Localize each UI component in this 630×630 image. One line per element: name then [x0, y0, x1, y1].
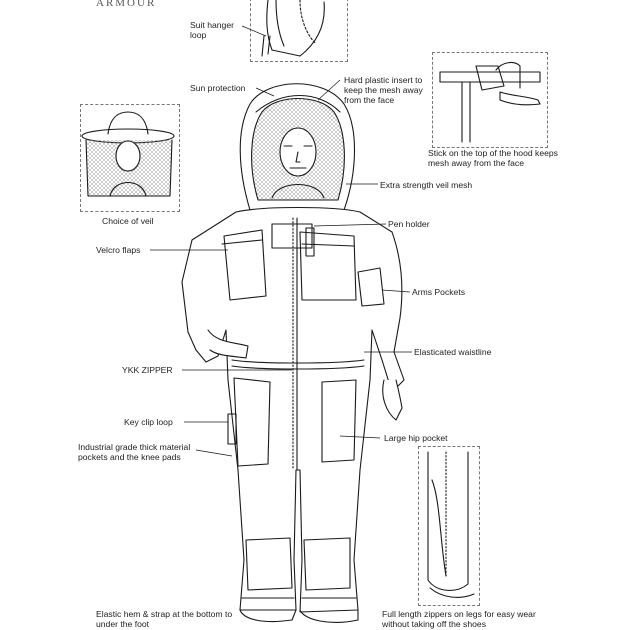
label-pen-holder: Pen holder	[388, 219, 430, 229]
label-large-hip-pocket: Large hip pocket	[384, 433, 448, 443]
label-hard-plastic-insert: Hard plastic insert to keep the mesh away from the face	[344, 75, 423, 105]
label-choice-of-veil: Choice of veil	[102, 216, 154, 226]
suit-body	[182, 208, 404, 623]
label-extra-strength-veil: Extra strength veil mesh	[380, 180, 473, 190]
label-sun-protection: Sun protection	[190, 83, 246, 93]
hanger-loop-sketch	[262, 0, 324, 56]
label-velcro-flaps: Velcro flaps	[96, 245, 141, 255]
label-full-length-zippers: Full length zippers on legs for easy wear without taking off the shoes	[382, 609, 536, 629]
label-stick-on-hood: Stick on the top of the hood keeps mesh away from the face	[428, 148, 558, 168]
label-elasticated-waistline: Elasticated waistline	[414, 347, 492, 357]
label-industrial-material: Industrial grade thick material pockets and the knee pads	[78, 442, 191, 462]
label-ykk-zipper: YKK ZIPPER	[122, 365, 173, 375]
hood	[240, 84, 354, 210]
hood-stick-sketch	[440, 63, 540, 142]
leg-zipper-sketch	[428, 452, 474, 597]
label-arms-pockets: Arms Pockets	[412, 287, 466, 297]
label-key-clip-loop: Key clip loop	[124, 417, 173, 427]
brand-logo-text: ARMOUR	[96, 0, 157, 9]
veil-choice-sketch	[82, 112, 174, 196]
label-elastic-hem: Elastic hem & strap at the bottom to under the foot	[96, 609, 233, 629]
label-suit-hanger-loop: Suit hanger loop	[190, 20, 234, 40]
